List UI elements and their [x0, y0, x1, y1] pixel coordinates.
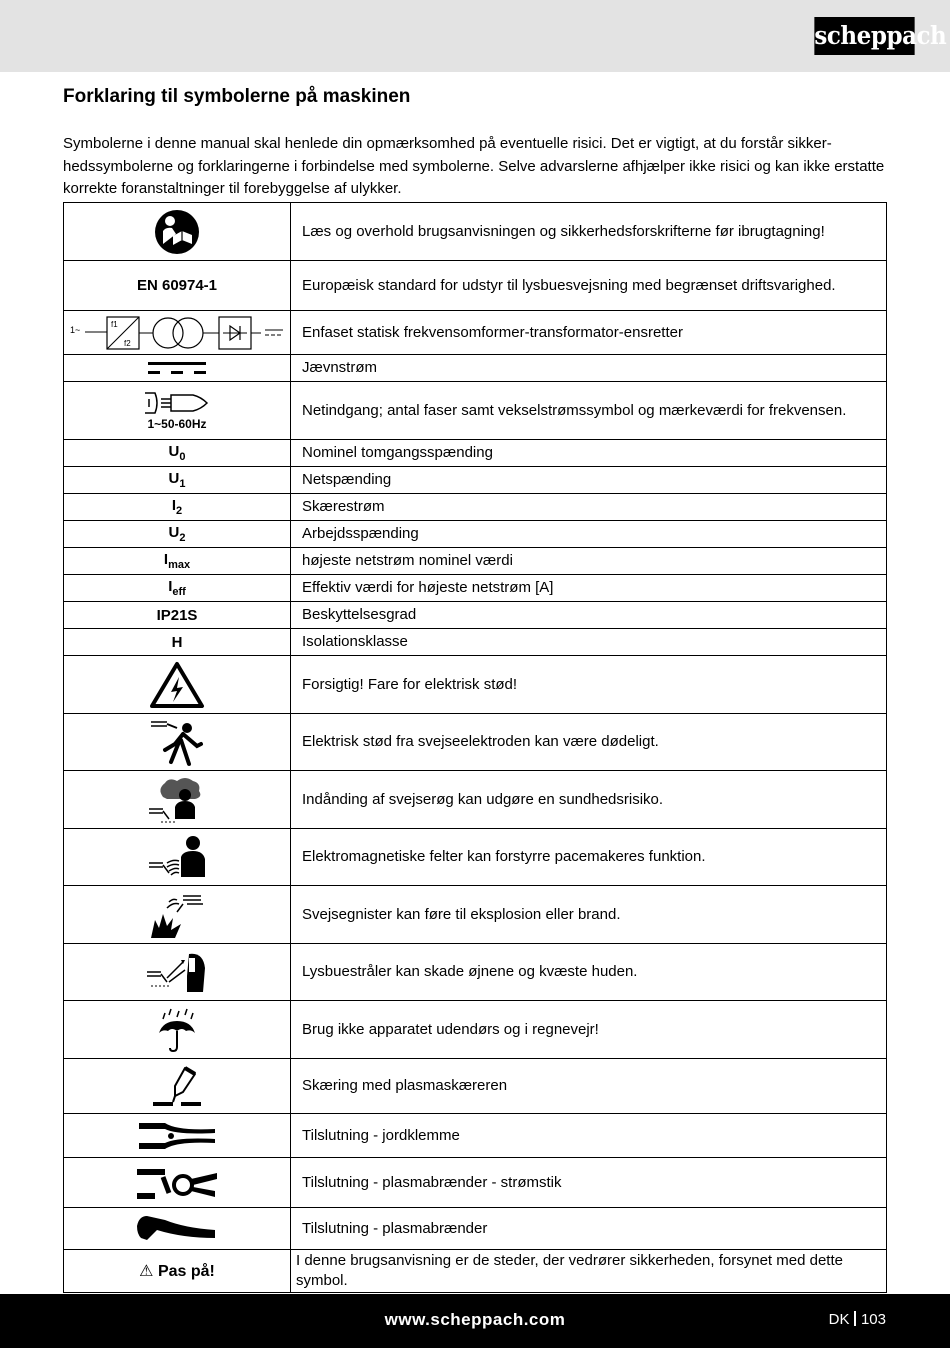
- symbol-cell: [64, 1158, 291, 1208]
- table-row: [64, 575, 887, 602]
- description: Enfaset statisk frekvensomformer-transformator-ensretter: [291, 311, 887, 355]
- sparks-explosion-fire-icon: [147, 890, 207, 940]
- description: Forsigtig! Fare for elektrisk stød!: [291, 656, 887, 714]
- symbol-cell: [64, 1114, 291, 1158]
- table-row: [64, 1208, 887, 1250]
- description: Europæisk standard for udstyr til lysbuesvejsning med begrænset driftsvarighed.: [291, 261, 887, 311]
- direct-current-icon: [147, 361, 207, 375]
- table-row: [64, 944, 887, 1001]
- table-row: [64, 1250, 887, 1293]
- description: højeste netstrøm nominel værdi: [291, 548, 887, 575]
- description: Indånding af svejserøg kan udgøre en sundhedsrisiko.: [291, 771, 887, 829]
- symbol-cell: [64, 1001, 291, 1059]
- page-header: [0, 0, 950, 72]
- table-row: [64, 1158, 887, 1208]
- ground-clamp-icon: [137, 1119, 217, 1153]
- description: Skærestrøm: [291, 494, 887, 521]
- table-row: [64, 1059, 887, 1114]
- description: Effektiv værdi for højeste netstrøm [A]: [291, 575, 887, 602]
- attention-label-cell: [64, 1250, 291, 1293]
- table-row: [64, 521, 887, 548]
- description: Isolationsklasse: [291, 629, 887, 656]
- description: Skæring med plasmaskæreren: [291, 1059, 887, 1114]
- description: Brug ikke apparatet udendørs og i regnevejr!: [291, 1001, 887, 1059]
- description: Tilslutning - plasmabrænder - strømstik: [291, 1158, 887, 1208]
- symbol-cell: [64, 714, 291, 771]
- table-row: [64, 1114, 887, 1158]
- symbol-cell: [64, 1059, 291, 1114]
- symbol-cell: [64, 311, 291, 355]
- table-row: [64, 1001, 887, 1059]
- description: Læs og overhold brugsanvisningen og sikkerhedsforskrifterne før ibrugtagning!: [291, 203, 887, 261]
- table-row: [64, 440, 887, 467]
- read-manual-icon: [154, 209, 200, 255]
- table-row: [64, 355, 887, 382]
- table-row: [64, 629, 887, 656]
- arc-rays-eye-skin-icon: [145, 948, 209, 996]
- description: I denne brugsanvisning er de steder, der vedrører sikkerheden, forsynet med dette symbol.: [291, 1250, 887, 1293]
- page-footer: [0, 1294, 950, 1348]
- description: Tilslutning - plasmabrænder: [291, 1208, 887, 1250]
- symbol-cell: [64, 203, 291, 261]
- plasma-cutting-icon: [149, 1062, 205, 1110]
- standard-code: EN 60974-1: [64, 261, 291, 311]
- symbol-code: $U_1$: [64, 467, 291, 494]
- table-row: [64, 656, 887, 714]
- table-row: [64, 382, 887, 440]
- description: Beskyttelsesgrad: [291, 602, 887, 629]
- torch-power-plug-icon: [135, 1163, 219, 1203]
- table-row: [64, 886, 887, 944]
- symbol-code: $U_2$: [64, 521, 291, 548]
- description: Elektromagnetiske felter kan forstyrre pacemakeres funktion.: [291, 829, 887, 886]
- attention-label: Pas på!: [157, 1263, 215, 1280]
- table-row: [64, 467, 887, 494]
- phase-label: 1~: [70, 324, 81, 335]
- symbol-table: [63, 202, 887, 1293]
- symbol-code: $U_0$: [64, 440, 291, 467]
- description: Elektrisk stød fra svejseelektroden kan være dødeligt.: [291, 714, 887, 771]
- mains-input-plug-icon: [137, 391, 217, 415]
- description: Tilslutning - jordklemme: [291, 1114, 887, 1158]
- description: Svejsegnister kan føre til eksplosion eller brand.: [291, 886, 887, 944]
- scheppach-logo: scheppach: [814, 17, 914, 55]
- symbol-cell: [64, 382, 291, 440]
- table-row: [64, 548, 887, 575]
- electromagnetic-field-icon: [147, 833, 207, 881]
- description: Lysbuestråler kan skade øjnene og kvæste huden.: [291, 944, 887, 1001]
- warning-triangle-icon: ⚠: [139, 1263, 154, 1280]
- description: Netspænding: [291, 467, 887, 494]
- f2-label: f2: [124, 338, 131, 348]
- description: Jævnstrøm: [291, 355, 887, 382]
- table-row: [64, 714, 887, 771]
- symbol-code: $I_{max}$: [64, 548, 291, 575]
- table-row: [64, 261, 887, 311]
- intro-paragraph: Symbolerne i denne manual skal henlede din opmærksomhed på eventuelle risici. Det er vigtigt, at du forstår sikker-hedssymbolerne og forklaringerne i forbindelse med symbolerne. Selve advarslerne afhjælper ikke risici og kan ikke erstatte korrekte foranstaltninger til forebyggelse af ulykker.: [63, 135, 885, 197]
- converter-transformer-rectifier-icon: [69, 316, 285, 350]
- table-row: [64, 494, 887, 521]
- table-row: [64, 602, 887, 629]
- symbol-cell: [64, 771, 291, 829]
- umbrella-rain-icon: [155, 1007, 199, 1053]
- mains-input-label: 1~50-60Hz: [147, 416, 207, 431]
- symbol-code: $I_{eff}$: [64, 575, 291, 602]
- page-title: Forklaring til symbolerne på maskinen: [63, 86, 411, 107]
- table-row: [64, 771, 887, 829]
- table-row: [64, 203, 887, 261]
- description: Arbejdsspænding: [291, 521, 887, 548]
- description: Netindgang; antal faser samt vekselstrømssymbol og mærkeværdi for frekvensen.: [291, 382, 887, 440]
- electrode-shock-icon: [149, 716, 205, 768]
- electric-shock-warning-icon: [149, 661, 205, 709]
- symbol-code: $I_2$: [64, 494, 291, 521]
- symbol-cell: [64, 829, 291, 886]
- page-number: DK 103: [828, 1311, 886, 1328]
- f1-label: f1: [111, 319, 118, 329]
- symbol-cell: [64, 355, 291, 382]
- symbol-code: H: [64, 629, 291, 656]
- plasma-torch-icon: [135, 1212, 219, 1246]
- symbol-cell: [64, 944, 291, 1001]
- description: Nominel tomgangsspænding: [291, 440, 887, 467]
- symbol-cell: [64, 1208, 291, 1250]
- table-row: [64, 311, 887, 355]
- symbol-cell: [64, 656, 291, 714]
- symbol-cell: [64, 886, 291, 944]
- table-row: [64, 829, 887, 886]
- symbol-code: IP21S: [64, 602, 291, 629]
- welding-fumes-icon: [147, 775, 207, 825]
- website-url: www.scheppach.com: [384, 1310, 566, 1329]
